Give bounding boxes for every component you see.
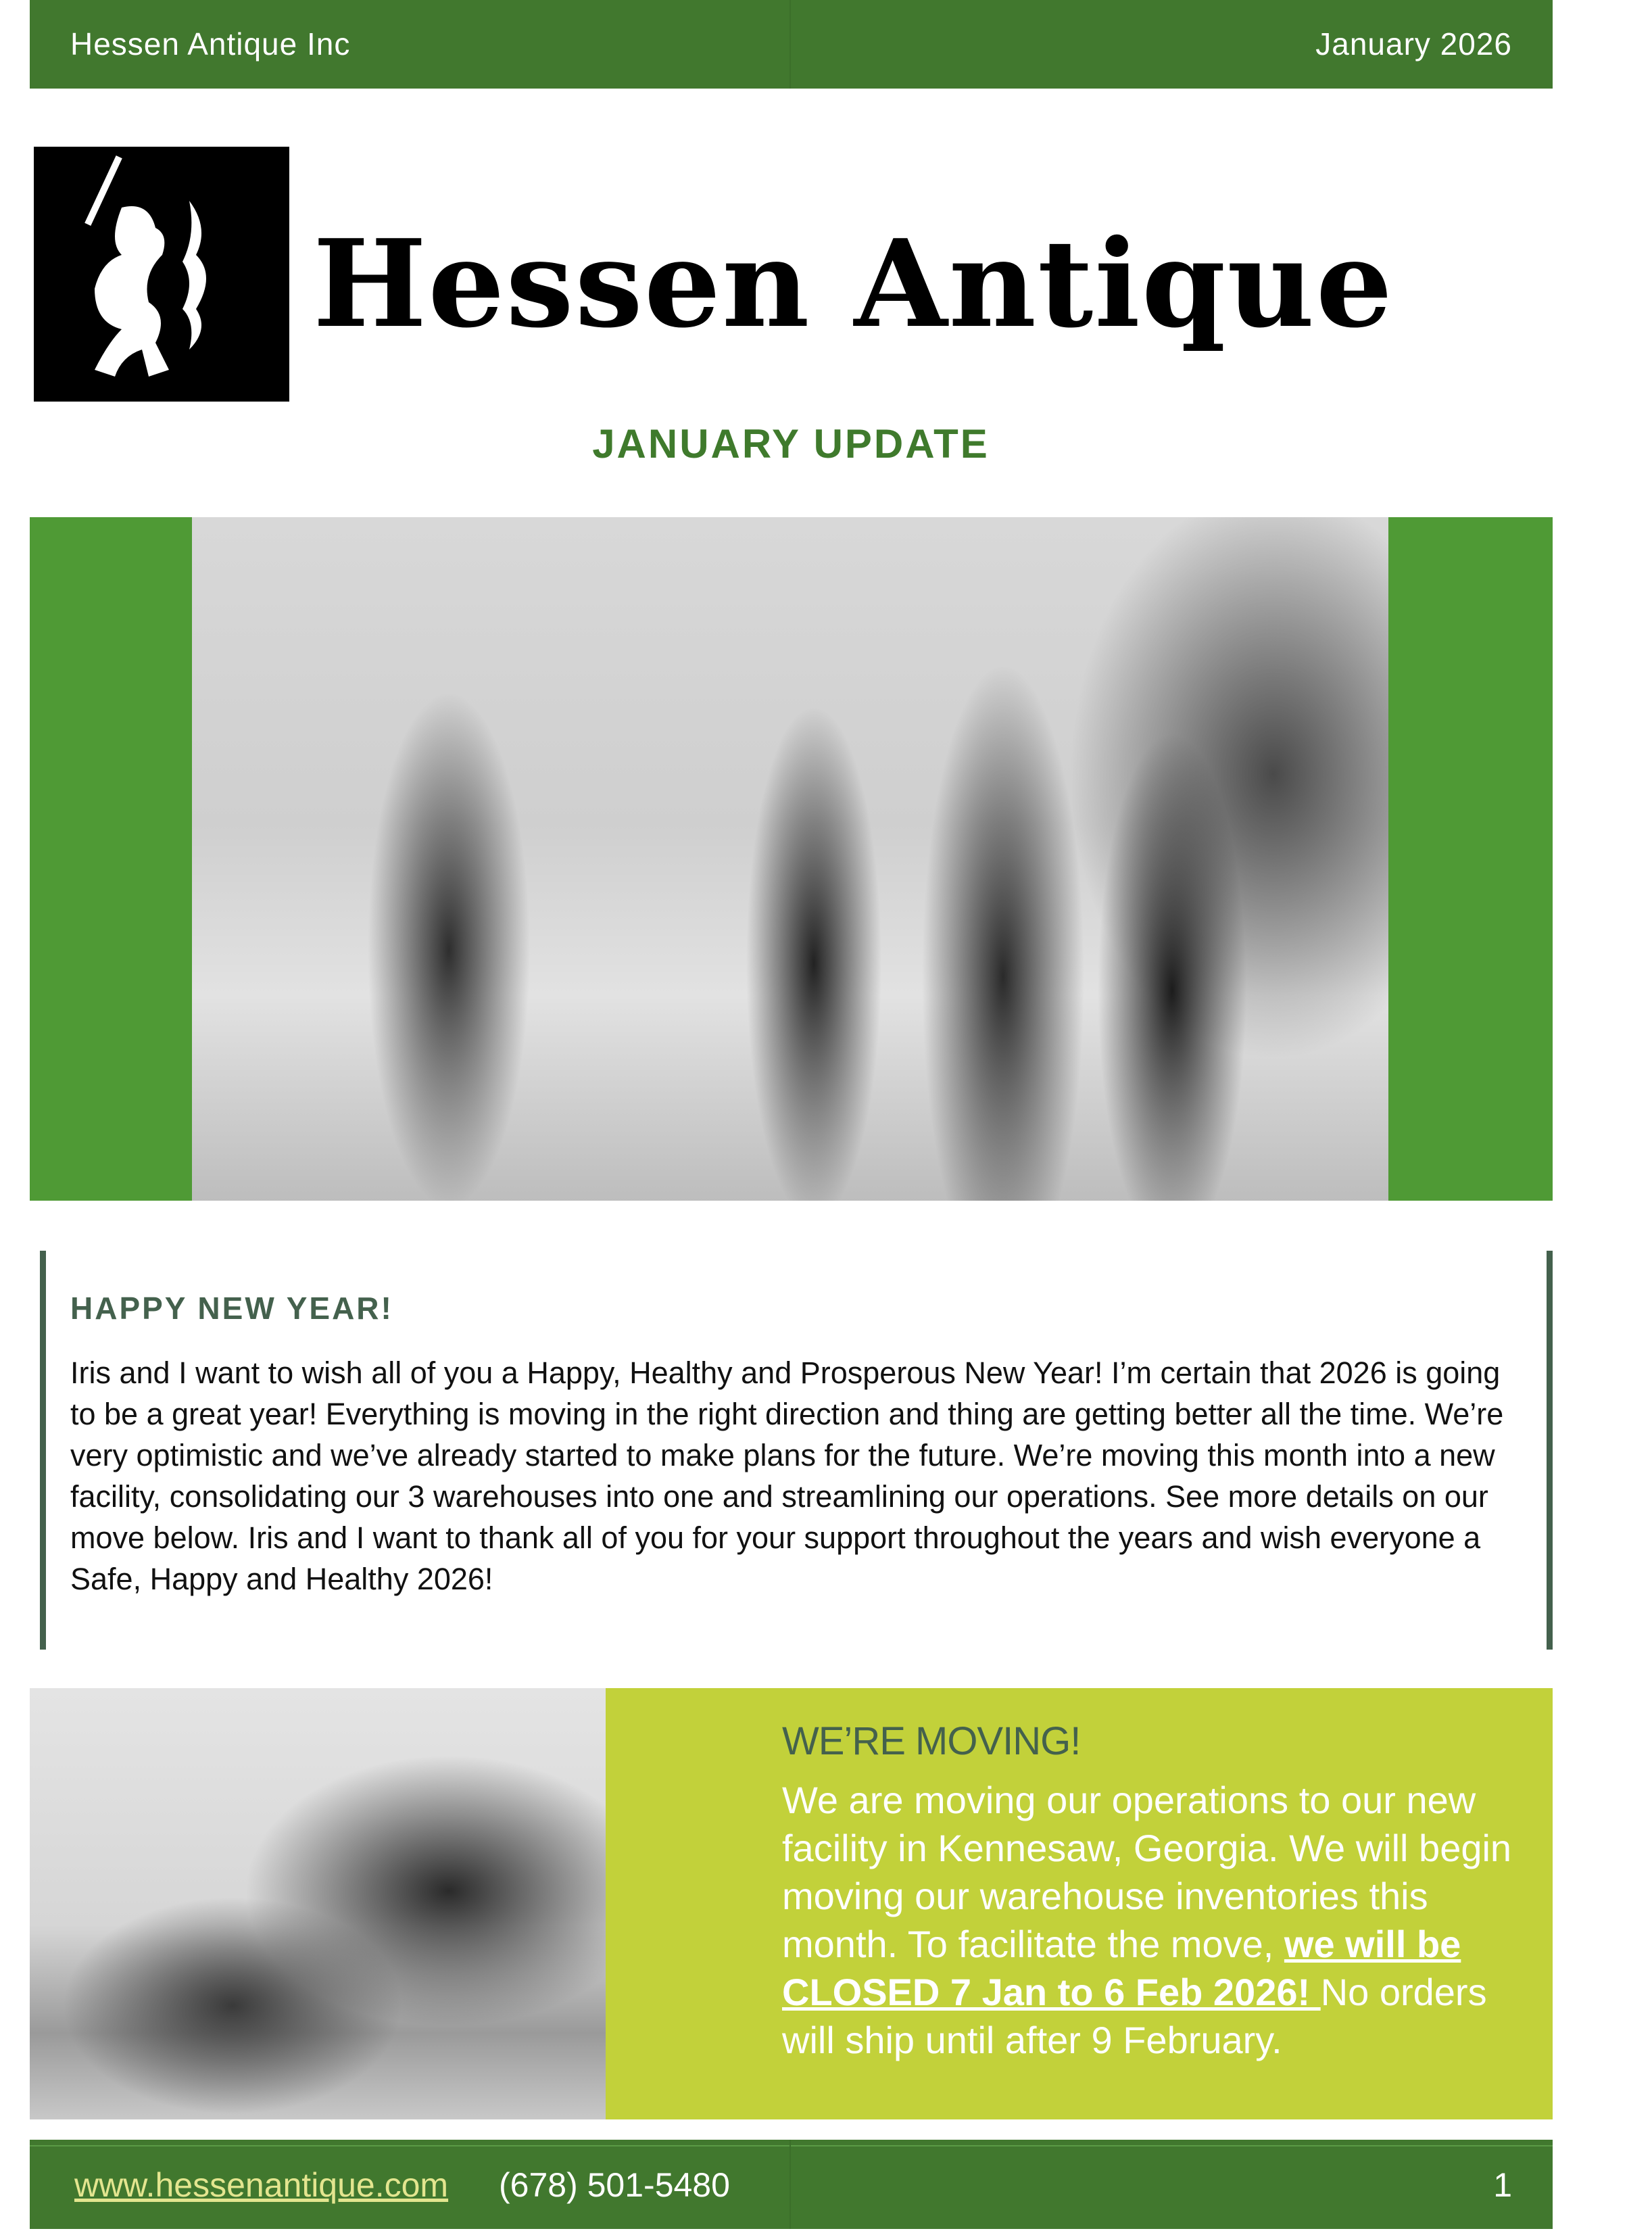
header-bar [30, 0, 1553, 89]
hero-photo-soldiers-in-snow [192, 517, 1388, 1201]
moving-section [30, 1688, 1553, 2119]
greeting-section [40, 1251, 1553, 1650]
header-divider [789, 0, 791, 89]
company-name: Hessen Antique Inc [70, 26, 351, 62]
issue-date: January 2026 [1315, 26, 1512, 62]
greeting-heading: HAPPY NEW YEAR! [70, 1291, 393, 1326]
footer-bar [30, 2140, 1553, 2229]
moving-photo-truck-and-aircraft [30, 1688, 606, 2119]
footer-divider [789, 2140, 791, 2229]
phone-number: (678) 501-5480 [499, 2166, 730, 2204]
moving-heading: WE’RE MOVING! [782, 1719, 1081, 1763]
greeting-body: Iris and I want to wish all of you a Happy, Healthy and Prosperous New Year! I’m certain that 2026 is going to be a great year! Everything is moving in the right direction and thing are getting better all the time. We’re very optimistic and we’ve already started to make plans for the future. We’re moving this month into a new facility, consolidating our 3 warehouses into one and streamlining our operations. See more details on our move below. Iris and I want to thank all of you for your support throughout the years and wish everyone a Safe, Happy and Healthy 2026! [70, 1356, 1504, 1596]
masthead-title: Hessen Antique [313, 213, 1394, 354]
footer-rule [30, 2145, 1553, 2146]
lion-logo-icon [34, 147, 289, 402]
update-title: JANUARY UPDATE [592, 421, 990, 466]
moving-body [782, 1776, 1526, 2064]
website-link[interactable]: www.hessenantique.com [74, 2166, 449, 2204]
hero-band [30, 517, 1553, 1201]
page-number: 1 [1493, 2166, 1512, 2204]
moving-body-end: No orders will ship until after 9 February. [782, 1971, 1487, 2061]
closure-notice: we will be CLOSED 7 Jan to 6 Feb 2026! [782, 1923, 1461, 2013]
moving-body-start: We are moving our operations to our new facility in Kennesaw, Georgia. We will begin moving our warehouse inventories this month. To facilitate the move, [782, 1779, 1512, 1965]
